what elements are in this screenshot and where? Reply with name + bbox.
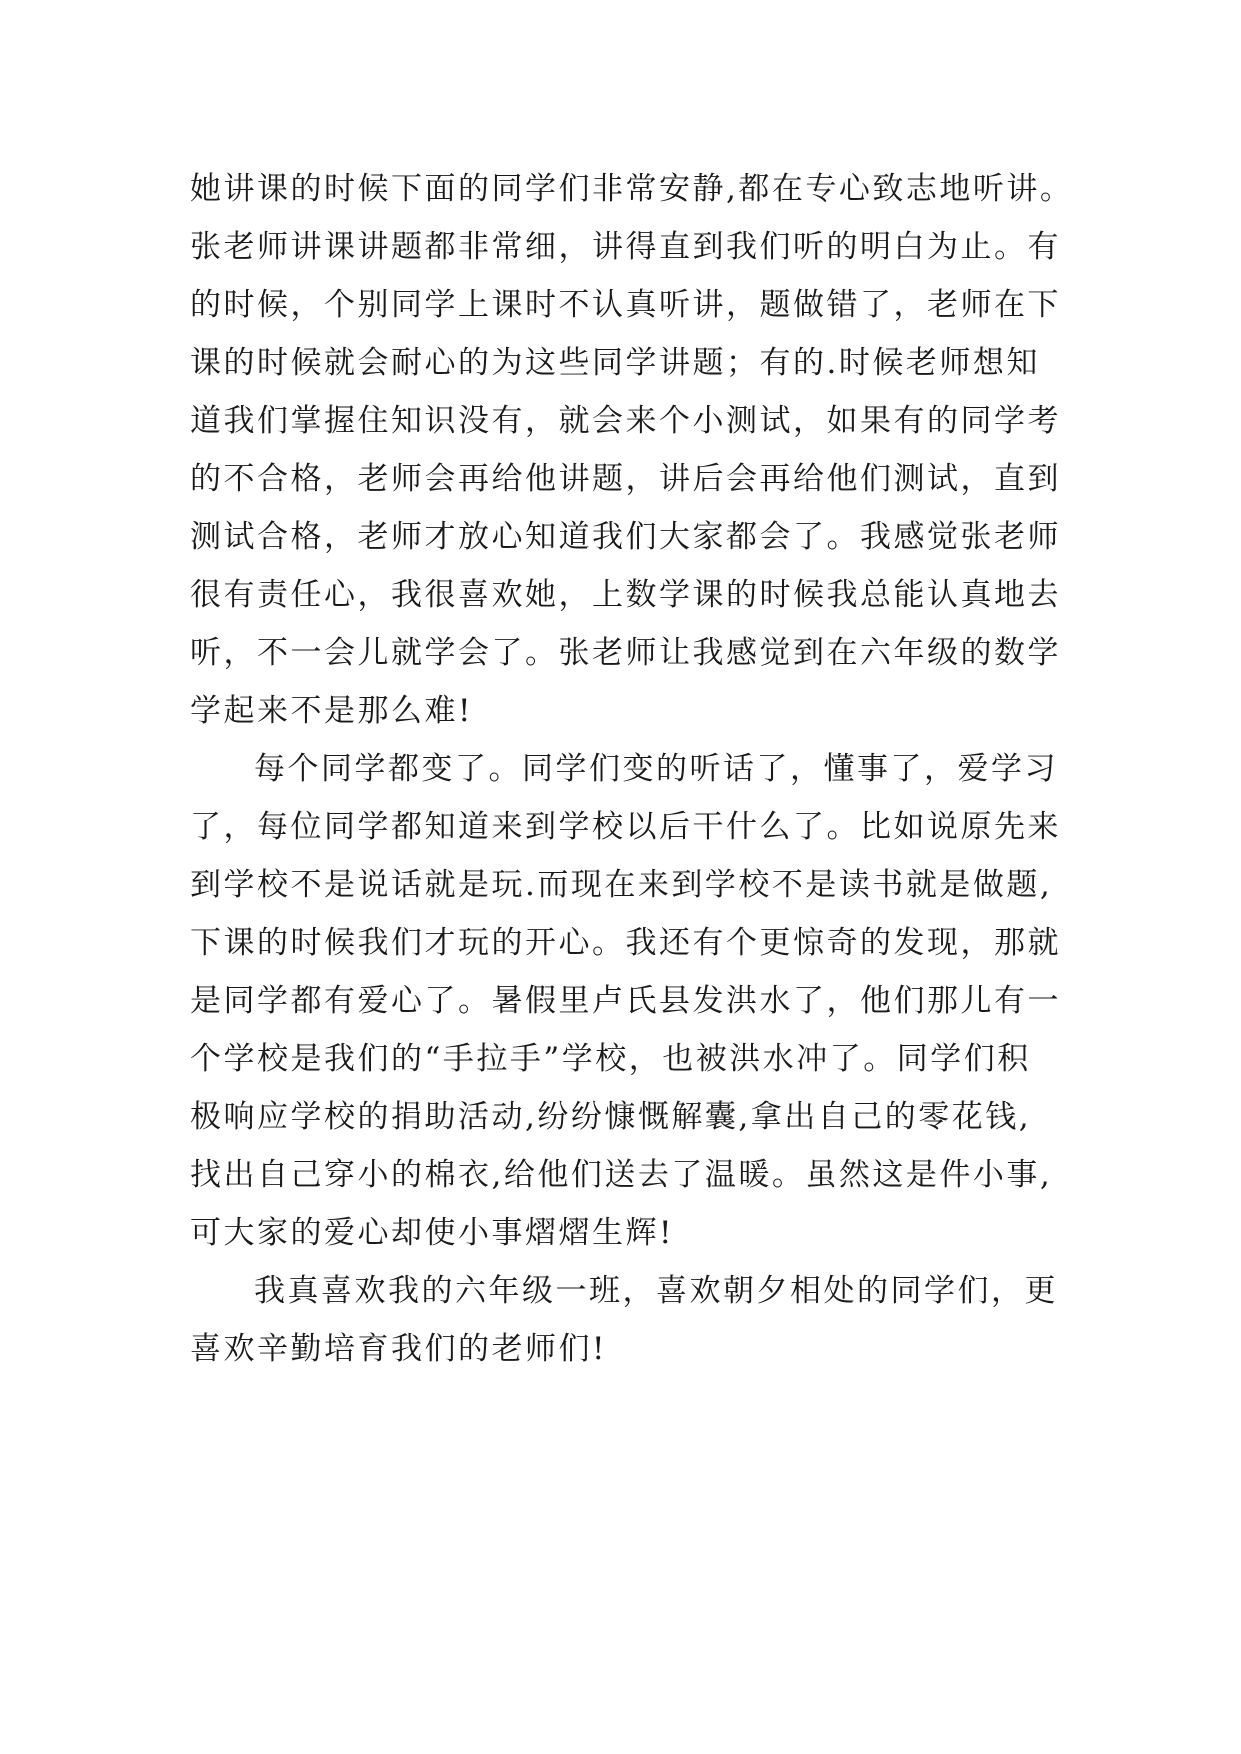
text-line: 课的时候就会耐心的为这些同学讲题；有的.时候老师想知 [190, 345, 1040, 381]
paragraph-start-line: 我真喜欢我的六年级一班，喜欢朝夕相处的同学们，更 [254, 1273, 1058, 1309]
body-text [190, 160, 1090, 1378]
paragraph-start-line: 每个同学都变了。同学们变的听话了，懂事了，爱学习 [254, 751, 1058, 787]
text-line: 听，不一会儿就学会了。张老师让我感觉到在六年级的数学 [190, 635, 1061, 671]
text-line: 很有责任心，我很喜欢她，上数学课的时候我总能认真地去 [190, 577, 1061, 613]
text-line: 下课的时候我们才玩的开心。我还有个更惊奇的发现，那就 [190, 925, 1061, 961]
text-line: 是同学都有爱心了。暑假里卢氏县发洪水了，他们那儿有一 [190, 983, 1061, 1019]
text-line: 可大家的爱心却使小事熠熠生辉! [190, 1215, 674, 1251]
text-line: 极响应学校的捐助活动,纷纷慷慨解囊,拿出自己的零花钱, [190, 1099, 1032, 1135]
text-line: 的不合格，老师会再给他讲题，讲后会再给他们测试，直到 [190, 461, 1061, 497]
text-line: 学起来不是那么难! [190, 693, 473, 729]
text-line: 了，每位同学都知道来到学校以后干什么了。比如说原先来 [190, 809, 1061, 845]
text-line: 她讲课的时候下面的同学们非常安静,都在专心致志地听讲。 [190, 171, 1074, 207]
text-line: 喜欢辛勤培育我们的老师们! [190, 1331, 607, 1367]
text-line: 个学校是我们的“手拉手”学校，也被洪水冲了。同学们积 [190, 1041, 1031, 1077]
text-line: 到学校不是说话就是玩.而现在来到学校不是读书就是做题, [190, 867, 1053, 903]
text-line: 道我们掌握住知识没有，就会来个小测试，如果有的同学考 [190, 403, 1061, 439]
text-line: 的时候，个别同学上课时不认真听讲，题做错了，老师在下 [190, 287, 1061, 323]
text-line: 测试合格，老师才放心知道我们大家都会了。我感觉张老师 [190, 519, 1061, 555]
text-line: 张老师讲课讲题都非常细，讲得直到我们听的明白为止。有 [190, 229, 1061, 265]
text-line: 找出自己穿小的棉衣,给他们送去了温暖。虽然这是件小事, [190, 1157, 1053, 1193]
